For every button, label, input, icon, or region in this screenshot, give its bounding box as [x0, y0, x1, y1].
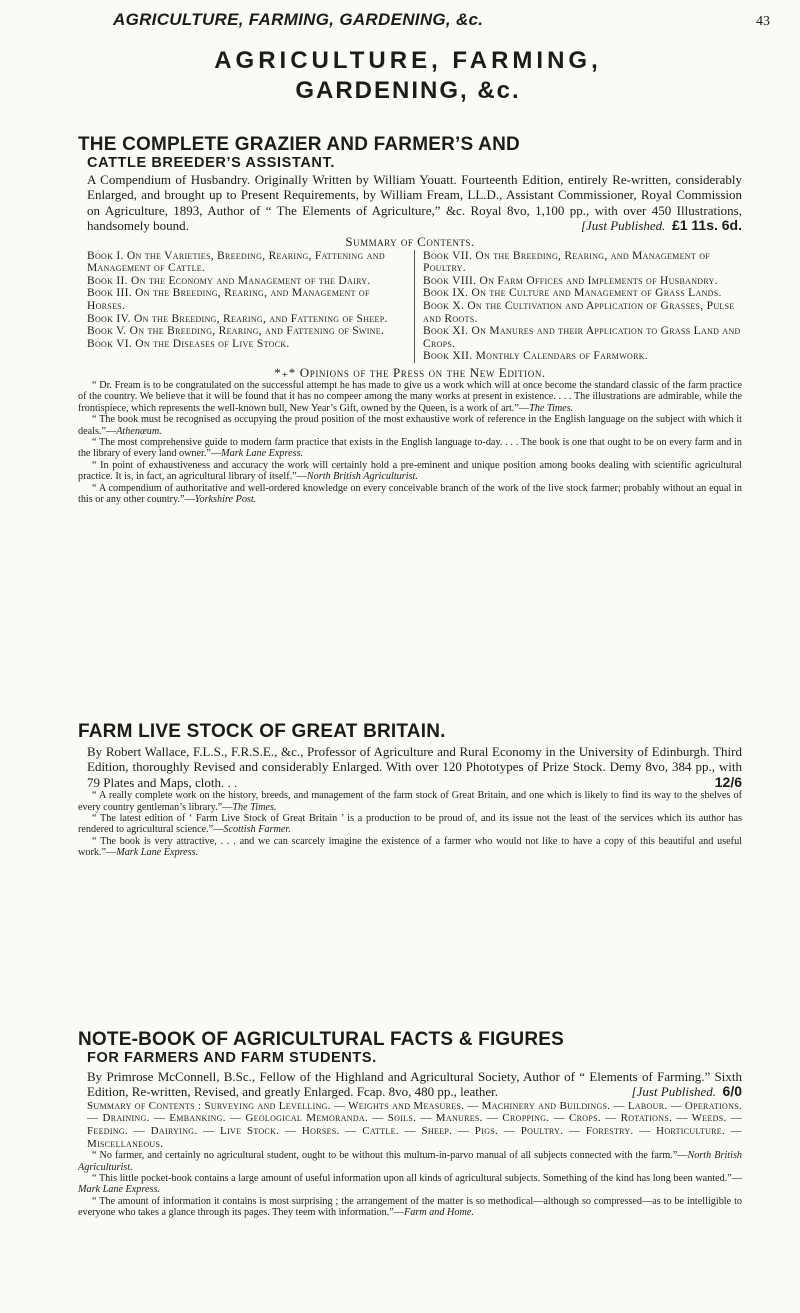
contents-item: Book IX. On the Culture and Management of Grass Lands. — [423, 287, 722, 300]
book-title: FARM LIVE STOCK OF GREAT BRITAIN. — [78, 721, 446, 742]
book-subtitle: FOR FARMERS AND FARM STUDENTS. — [87, 1050, 377, 1066]
press-review: “ In point of exhaustiveness and accuracy the work will certainly hold a pre-eminent and unique position among books dealing with scientific agricultural practice. It is, in fact, an agricultural library of itself.”—North British Agriculturist. — [78, 459, 742, 483]
running-head: AGRICULTURE, FARMING, GARDENING, &c. — [113, 10, 484, 29]
contents-item: Book III. On the Breeding, Rearing, and Management of Horses. — [87, 287, 370, 312]
book-price: 6/0 — [722, 1083, 742, 1100]
description-text: By Primrose McConnell, B.Sc., Fellow of the Highland and Agricultural Society, Author of “ Elements of Farming.” Sixth Edition, Re-written, Revised, and greatly Enlarged. Fcap. 8vo, 480 pp., leather. — [87, 1069, 742, 1100]
contents-item: Book II. On the Economy and Management of the Dairy. — [87, 274, 371, 287]
press-review: “ The latest edition of ‘ Farm Live Stock of Great Britain ’ is a production to be proud of, and its issue not the least of the services which its author has rendered to agricultural science.”—Scottish Farmer. — [78, 813, 742, 836]
summary-heading: Summary of Contents. — [345, 233, 475, 249]
contents-left-column — [87, 250, 415, 363]
contents-item: Book V. On the Breeding, Rearing, and Fattening of Swine. — [87, 325, 385, 338]
press-review: “ Dr. Fream is to be congratulated on the successful attempt he has made to give us a work which will at once become the standard classic of the farm practice of the country. We believe that it will be found that it has no compeer among the many works at present in existence. . . . The illustrations are admirable, while the frontispiece, which represents the well-known bull, New Year’s Gift, owned by the Queen, is a work of art.”—The Times. — [78, 379, 742, 414]
contents-item: Book VII. On the Breeding, Rearing, and Management of Poultry. — [423, 249, 711, 275]
press-review: “ The most comprehensive guide to modern farm practice that exists in the English language to-day. . . . The book is one that ought to be on every farm and in the library of every land owner.”—Mark Lane Express. — [78, 437, 742, 460]
book-title: NOTE-BOOK OF AGRICULTURAL FACTS & FIGURES — [78, 1029, 565, 1050]
book-entry-grazier — [78, 135, 742, 505]
press-review: “ No farmer, and certainly no agricultural student, ought to be without this multum-in-parvo manual of all subjects connected with the farm.”—North British Agriculturist. — [78, 1150, 743, 1173]
section-title-line-1: AGRICULTURE, FARMING, — [214, 47, 602, 74]
press-review: “ The amount of information it contains is most surprising ; the arrangement of the matter is so methodical—although so compressed—as to be intelligible to everyone who takes a glance through its pages. They teem with information.”—Farm and Home. — [78, 1195, 742, 1219]
book-description — [78, 744, 742, 790]
opinions-heading: *₊* Opinions of the Press on the New Edition. — [274, 364, 546, 380]
book-description — [78, 1069, 742, 1100]
press-review: “ This little pocket-book contains a large amount of useful information upon all kinds of agricultural subjects. Something of the kind has long been wanted.”—Mark Lane Express. — [78, 1173, 742, 1196]
publication-status: [Just Published. — [631, 1084, 717, 1100]
book-price: 12/6 — [714, 773, 742, 790]
contents-item: Book IV. On the Breeding, Rearing, and Fattening of Sheep. — [87, 312, 388, 325]
press-review: “ The book is very attractive, . . . and we can scarcely imagine the existence of a farmer who would not like to have a copy of this beautiful and useful work.”—Mark Lane Express. — [78, 835, 742, 859]
press-review: “ The book must be recognised as occupying the proud position of the most exhaustive work of reference in the English language on the subject with which it deals.”—Athenæum. — [78, 414, 742, 437]
press-reviews — [78, 1150, 742, 1218]
press-review: “ A really complete work on the history, breeds, and management of the farm stock of Great Britain, and one which is likely to find its way to the shelves of every country gentleman’s library.”—The Times. — [78, 790, 742, 813]
summary-of-contents: Summary of Contents : Surveying and Levelling. — Weights and Measures. — Machinery and Buildings. — Labour. — Operations. — Draining. — Embanking. — Geological Memoranda. — Soils. — Manures. — Cropping. — Crops. — Rotations. — Weeds. — Feeding. — Dairying. — Live Stock. — Horses. — Cattle. — Sheep. — Pigs. — Poultry. — Forestry. — Horticulture. — Miscellaneous. — [87, 1099, 742, 1150]
publication-status: [Just Published. — [580, 218, 666, 234]
contents-item: Book XI. On Manures and their Application to Grass Land and Crops. — [423, 325, 741, 350]
book-description — [78, 172, 742, 234]
press-reviews — [78, 380, 742, 505]
book-subtitle: CATTLE BREEDER’S ASSISTANT. — [87, 155, 335, 171]
contents-right-column — [415, 250, 742, 363]
press-reviews — [78, 790, 742, 858]
contents-item: Book VIII. On Farm Offices and Implements of Husbandry. — [423, 274, 718, 287]
book-entry-farm-live-stock — [78, 722, 742, 859]
contents-columns — [78, 250, 742, 363]
contents-item: Book XII. Monthly Calendars of Farmwork. — [423, 350, 649, 363]
book-entry-note-book — [78, 1030, 742, 1219]
contents-item: Book VI. On the Diseases of Live Stock. — [87, 337, 290, 350]
description-text: A Compendium of Husbandry. Originally Written by William Youatt. Fourteenth Edition, entirely Re-written, considerably Enlarged, and brought up to Present Requirements, by William Fream, LL.D., Assistant Commissioner, Royal Commission on Agriculture, 1893, Author of “ The Elements of Agriculture,” &c. Royal 8vo, 1,100 pp., with over 450 Illustrations, handsomely bound. — [87, 172, 742, 234]
book-title: THE COMPLETE GRAZIER AND FARMER’S AND — [78, 134, 520, 155]
contents-item: Book I. On the Varieties, Breeding, Rearing, Fattening and Management of Cattle. — [87, 249, 385, 275]
press-review: “ A compendium of authoritative and well-ordered knowledge on every conceivable branch of the work of the live stock farmer; probably without an equal in this or any other country.”—Yorkshire Post. — [78, 482, 742, 506]
description-text: By Robert Wallace, F.L.S., F.R.S.E., &c., Professor of Agriculture and Rural Economy in the University of Edinburgh. Third Edition, thoroughly Revised and considerably Enlarged. With over 120 Phototypes of Prize Stock. Demy 8vo, 384 pp., with 79 Plates and Maps, cloth. . . — [87, 744, 742, 790]
section-title-line-2: GARDENING, &c. — [295, 77, 521, 104]
contents-item: Book X. On the Cultivation and Application of Grasses, Pulse and Roots. — [423, 300, 735, 325]
page-number: 43 — [756, 14, 770, 29]
book-price: £1 11s. 6d. — [671, 217, 742, 234]
